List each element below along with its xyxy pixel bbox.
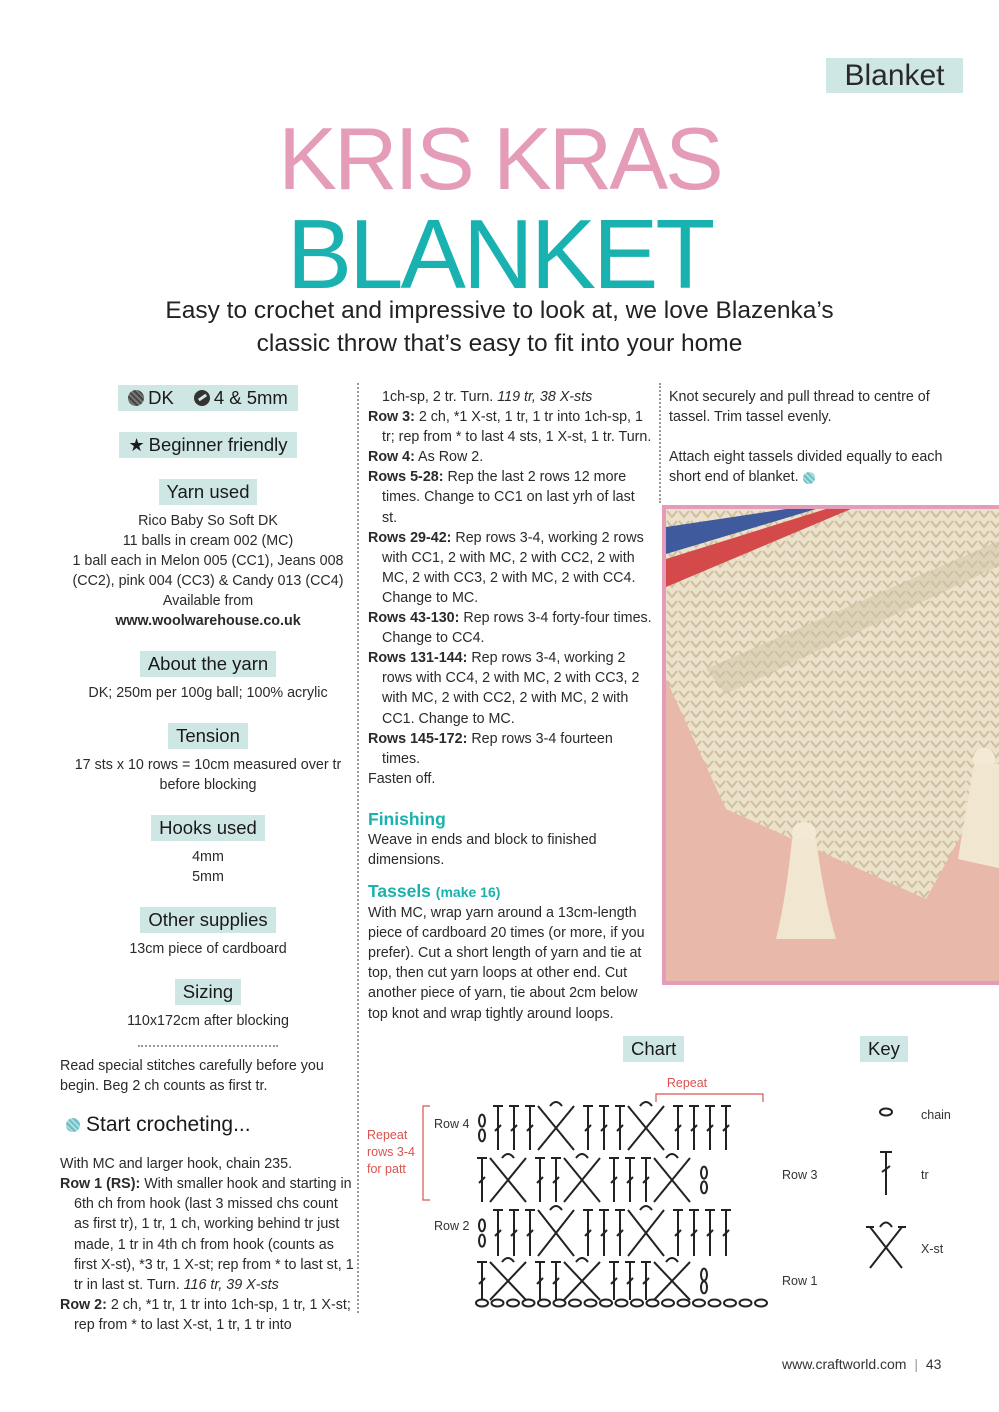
title-line-1: KRIS KRAS (278, 109, 721, 208)
x-st-symbol-ch (576, 1154, 588, 1158)
x-stitch-icon (866, 1223, 906, 1269)
repeat-rows-label: for patt (367, 1162, 406, 1176)
key-label-chain: chain (921, 1108, 951, 1122)
x-st-symbol-ch (640, 1102, 652, 1106)
foundation-chain (678, 1300, 690, 1307)
meta-row-level (60, 432, 356, 458)
row-text: 2 ch, *1 tr, 1 tr into 1ch-sp, 1 tr, 1 X-st; rep from * to last X-st, 1 tr, 1 tr into (74, 1296, 351, 1333)
foundation-chain (569, 1300, 581, 1307)
hook-size: 5mm (192, 869, 224, 885)
row-label: Row 1 (RS): (60, 1176, 141, 1193)
foundation-chain (616, 1300, 628, 1307)
sizing-text: 110x172cm after blocking (127, 1013, 289, 1029)
x-st-symbol-ch (502, 1154, 514, 1158)
x-st-symbol-ch (550, 1102, 562, 1106)
category-tag: Blanket (826, 58, 963, 93)
hook-size: 4mm (192, 849, 224, 865)
instructions-part-1 (60, 1154, 356, 1335)
row-label: Row 3 (782, 1168, 818, 1182)
x-st-symbol-ch (666, 1258, 678, 1262)
foundation-chain (755, 1300, 767, 1307)
tension-line: 17 sts x 10 rows = 10cm measured over tr (74, 757, 342, 773)
repeat-bracket (656, 1094, 763, 1102)
standfirst-line-2: classic throw that’s easy to fit into your home (256, 330, 743, 357)
row-text: Rep rows 3-4 forty-four times. Change to CC4. (382, 610, 652, 647)
row-text: Rep rows 3-4, working 2 rows with CC1, 2 with MC, 2 with CC2, 2 with MC, 2 with CC3, 2 with MC, 2 with CC4. Change to MC. (382, 529, 644, 606)
row-label: Rows 5-28: (368, 469, 444, 486)
tension-heading: Tension (168, 723, 248, 749)
row-label: Row 2: (60, 1296, 107, 1313)
other-supplies-heading: Other supplies (140, 907, 275, 933)
foundation-chain (476, 1300, 488, 1307)
yarn-line: (CC2), pink 004 (CC3) & Candy 013 (CC4) (72, 573, 344, 589)
tension-text (60, 755, 356, 795)
key-label-xst: X-st (921, 1242, 944, 1256)
key-heading: Key (860, 1036, 908, 1062)
row-instruction (368, 467, 653, 527)
x-st-symbol-ch (640, 1206, 652, 1210)
level-pill (119, 432, 298, 458)
row-label: Rows 145-172: (368, 730, 468, 747)
foundation-chain (492, 1300, 504, 1307)
row-instruction (368, 648, 653, 728)
fasten-off: Fasten off. (368, 770, 436, 787)
yarn-used-text (60, 511, 356, 631)
chain-symbol (479, 1129, 485, 1141)
other-supplies-text: 13cm piece of cardboard (129, 941, 287, 957)
foundation-chain (662, 1300, 674, 1307)
row-text: 2 ch, *1 X-st, 1 tr, 1 tr into 1ch-sp, 1 tr; rep from * to last 4 sts, 1 X-st, 1 tr. Turn. (382, 409, 652, 446)
column-divider (659, 383, 661, 503)
repeat-rows-label: rows 3-4 (367, 1145, 415, 1159)
end-mark-icon (803, 472, 815, 484)
chain-symbol (479, 1235, 485, 1247)
attach-tassels-text (669, 447, 959, 487)
intro-note-text: Read special stitches carefully before you begin. Beg 2 ch counts as first tr. (60, 1058, 324, 1095)
chain-symbol (479, 1115, 485, 1127)
other-supplies-section (60, 907, 356, 959)
stitch-chart (360, 1070, 820, 1320)
skill-level: Beginner friendly (148, 434, 288, 455)
yarn-used-section (60, 479, 356, 631)
foundation-chain (523, 1300, 535, 1307)
row-text: Rep rows 3-4 fourteen times. (382, 730, 613, 767)
hooks-used-heading: Hooks used (151, 815, 265, 841)
row-label: Rows 43-130: (368, 610, 460, 627)
blanket-illustration (666, 509, 999, 985)
yarn-weight: DK (148, 387, 174, 408)
row-1-instruction (60, 1174, 356, 1295)
yarn-ball-icon (128, 390, 144, 406)
blanket-photo (662, 505, 999, 985)
yarn-line: 1 ball each in Melon 005 (CC1), Jeans 008 (72, 553, 344, 569)
divider (138, 1045, 278, 1047)
tassels-text: With MC, wrap yarn around a 13cm-length piece of cardboard 20 times (or more, if you prefer). Cut a short length of yarn and tie at top, then cut yarn loops at other end. Cut another piece of yarn, tie about 2cm below top knot and wrap tightly around loops. (368, 905, 645, 1022)
tension-section (60, 723, 356, 795)
foundation-chain (600, 1300, 612, 1307)
yarn-ball-icon (66, 1118, 80, 1132)
row-label: Row 3: (368, 409, 415, 426)
row-label: Row 4: (368, 449, 415, 466)
row-2-continued (368, 387, 653, 407)
foundation-chain (740, 1300, 752, 1307)
chain-instruction: With MC and larger hook, chain 235. (60, 1156, 293, 1173)
foundation-chain (724, 1300, 736, 1307)
row-text: Rep the last 2 rows 12 more times. Change to CC1 on last yrh of last st. (382, 469, 635, 526)
footer-url[interactable]: www.craftworld.com (782, 1356, 907, 1372)
supplier-link[interactable]: www.woolwarehouse.co.uk (115, 613, 301, 629)
tassels-count: (make 16) (435, 884, 501, 901)
meta-pill (118, 385, 298, 411)
row-text: Rep rows 3-4, working 2 rows with CC4, 2 with MC, 2 with CC3, 2 with MC, 2 with CC2, 2 with MC, 2 with CC1. Change to MC. (382, 650, 640, 727)
row-label: Rows 131-144: (368, 650, 468, 667)
chain-icon (880, 1109, 892, 1116)
chain-symbol (701, 1281, 707, 1293)
meta-row-yarn-hooks (60, 385, 356, 411)
row-label: Row 2 (434, 1219, 470, 1233)
row-label: Row 1 (782, 1274, 818, 1288)
info-column (60, 383, 356, 1335)
chain-symbol (701, 1181, 707, 1193)
row-text: With smaller hook and starting in 6th ch from hook (last 3 missed chs count as first tr), 1 tr, 1 ch, working behind tr just made, 1 tr in 4th ch from hook (counts as first X-st), *3 tr, 1 X-st; rep from * to last st, 1 tr in last st. Turn. (74, 1176, 354, 1293)
chain-symbol (701, 1167, 707, 1179)
instructions-column-2 (368, 387, 653, 1024)
foundation-chain (538, 1300, 550, 1307)
footer-divider: | (914, 1356, 918, 1372)
attach-text: Attach eight tassels divided equally to each short end of blanket. (669, 449, 943, 486)
yarn-used-heading: Yarn used (159, 479, 258, 505)
tassels-heading (368, 880, 653, 903)
row-instruction (368, 528, 653, 608)
foundation-chain (709, 1300, 721, 1307)
star-icon: ★ (128, 435, 145, 455)
sizing-section (60, 979, 356, 1031)
instructions-column-3 (669, 387, 959, 487)
standfirst (0, 294, 999, 360)
tension-line: before blocking (159, 777, 257, 793)
intro-note (60, 1056, 356, 1096)
chain-symbol (479, 1219, 485, 1231)
treble-icon (880, 1152, 892, 1195)
key-label-tr: tr (921, 1168, 929, 1182)
row-label: Row 4 (434, 1117, 470, 1131)
row-instruction (368, 447, 653, 467)
x-st-symbol-ch (666, 1154, 678, 1158)
hooks-used-section (60, 815, 356, 887)
x-st-symbol-ch (550, 1206, 562, 1210)
start-crocheting-heading (66, 1112, 356, 1138)
about-yarn-section (60, 651, 356, 703)
row-2-instruction (60, 1295, 356, 1335)
page-footer (782, 1356, 941, 1372)
row-instruction (368, 729, 653, 769)
page-number: 43 (925, 1356, 942, 1372)
about-yarn-text: DK; 250m per 100g ball; 100% acrylic (88, 685, 328, 701)
chart-key (862, 1100, 962, 1280)
yarn-line: Available from (162, 593, 254, 609)
foundation-chain (585, 1300, 597, 1307)
finishing-heading: Finishing (368, 808, 446, 829)
foundation-chain (631, 1300, 643, 1307)
foundation-chain (693, 1300, 705, 1307)
row-label: Rows 29-42: (368, 529, 452, 546)
row-text: 1ch-sp, 2 tr. Turn. (382, 389, 494, 405)
stitch-count: 116 tr, 39 X-sts (179, 1276, 279, 1293)
repeat-rows-label: Repeat (367, 1128, 408, 1142)
tassels-title: Tassels (368, 881, 431, 902)
x-st-symbol-ch (576, 1258, 588, 1262)
row-instruction (368, 608, 653, 648)
x-st-symbol-ch (502, 1258, 514, 1262)
hooks-used-text (60, 847, 356, 887)
chain-symbol (701, 1269, 707, 1281)
repeat-label: Repeat (666, 1076, 708, 1090)
finishing-text: Weave in ends and block to finished dimensions. (368, 831, 597, 868)
about-yarn-heading: About the yarn (140, 651, 276, 677)
start-crocheting-title: Start crocheting... (86, 1113, 251, 1137)
row-text: As Row 2. (414, 449, 484, 466)
side-bracket (423, 1106, 430, 1200)
foundation-chain (647, 1300, 659, 1307)
foundation-chain (507, 1300, 519, 1307)
hook-sizes: 4 & 5mm (213, 387, 288, 408)
standfirst-line-1: Easy to crochet and impressive to look at, we love Blazenka’s (165, 297, 834, 324)
column-divider (357, 383, 359, 1313)
foundation-chain (554, 1300, 566, 1307)
sizing-heading: Sizing (175, 979, 241, 1005)
yarn-line: Rico Baby So Soft DK (138, 513, 278, 529)
hook-icon (194, 390, 210, 406)
tassel-finish-text: Knot securely and pull thread to centre of tassel. Trim tassel evenly. (669, 389, 930, 426)
yarn-line: 11 balls in cream 002 (MC) (122, 533, 294, 549)
chart-heading: Chart (623, 1036, 684, 1062)
title-line-2: BLANKET (286, 199, 713, 309)
row-instruction (368, 407, 653, 447)
stitch-count: 119 tr, 38 X-sts (493, 389, 593, 405)
